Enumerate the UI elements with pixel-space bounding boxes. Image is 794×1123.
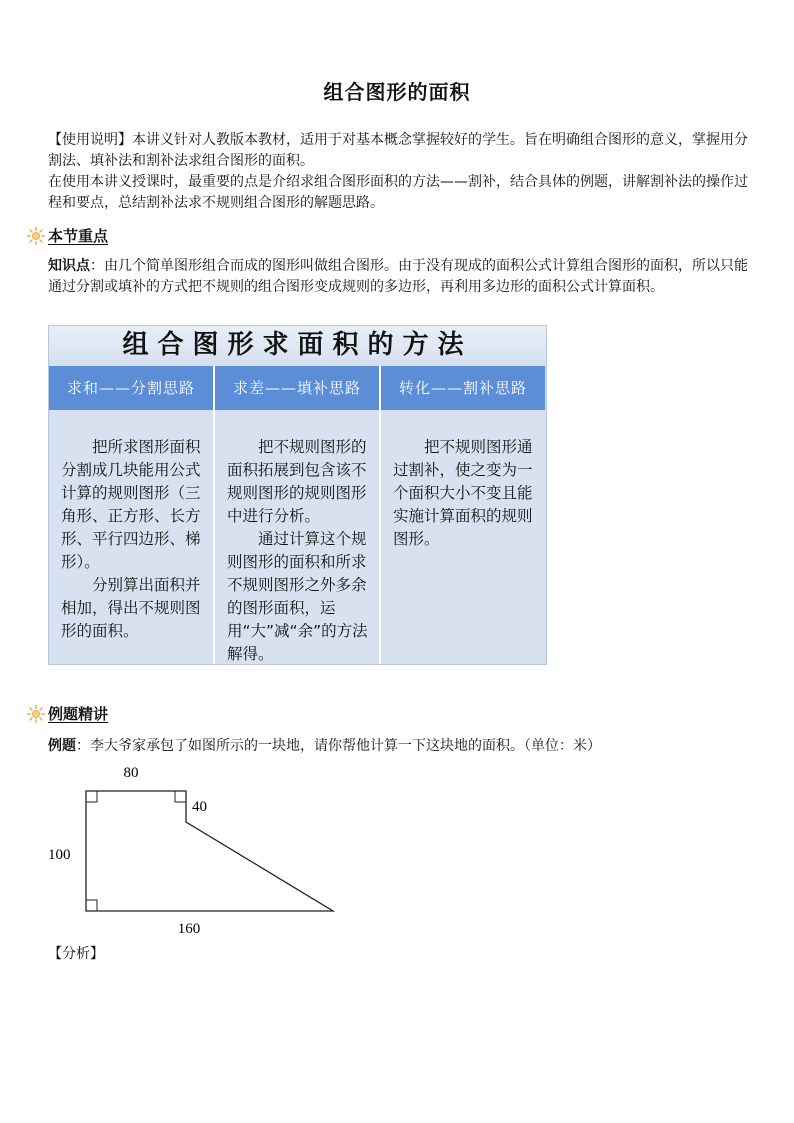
top-length-label: 80 (123, 765, 139, 781)
column-header-sum: 求和——分割思路 (49, 366, 213, 410)
knowledge-label: 知识点 (48, 258, 90, 274)
left-length-label: 100 (48, 847, 71, 863)
example-question (48, 736, 748, 756)
usage-paragraph-2: 在使用本讲义授课时，最重要的点是介绍求组合图形面积的方法——割补，结合具体的例题，讲解割补法的操作过程和要点，总结割补法求不规则组合图形的解题思路。 (48, 174, 748, 211)
column-body-difference (215, 410, 379, 664)
right-angle-mark (86, 900, 97, 911)
column-paragraph: 分别算出面积并相加，得出不规则图形的面积。 (61, 576, 201, 640)
page-title: 组合图形的面积 (323, 80, 471, 104)
right-angle-mark (86, 791, 97, 802)
column-divider (379, 366, 381, 664)
knowledge-text: ：由几个简单图形组合而成的图形叫做组合图形。由于没有现成的面积公式计算组合图形的面积，所以只能通过分割或填补的方式把不规则的组合图形变成规则的多边形，再利用多边形的面积公式计算面积。 (48, 258, 748, 295)
column-paragraph: 把所求图形面积分割成几块能用公式计算的规则图形（三角形、正方形、长方形、平行四边形、梯形）。 (61, 438, 201, 571)
sun-icon (26, 704, 46, 724)
column-paragraph: 通过计算这个规则图形的面积和所求不规则图形之外多余的图形面积，运用“大”减“余”的方法解得。 (227, 530, 368, 663)
methods-table (48, 325, 547, 665)
column-header-transform: 转化——割补思路 (381, 366, 545, 410)
column-paragraph: 把不规则图形的面积拓展到包含该不规则图形的规则图形中进行分析。 (227, 438, 367, 525)
section-heading-key-points (26, 226, 108, 246)
section-heading-examples (26, 704, 108, 724)
usage-paragraph-1: 【使用说明】本讲义针对人教版本教材，适用于对基本概念掌握较好的学生。旨在明确组合图形的意义，掌握用分割法、填补法和割补法求组合图形的面积。 (48, 132, 748, 169)
land-plot-figure (40, 760, 350, 940)
methods-banner: 组合图形求面积的方法 (49, 326, 546, 365)
column-divider (213, 366, 215, 664)
section-heading-text: 本节重点 (48, 227, 109, 245)
column-paragraph: 把不规则图形通过割补，使之变为一个面积大小不变且能实施计算面积的规则图形。 (393, 438, 533, 548)
sun-icon (26, 226, 46, 246)
column-header-difference: 求差——填补思路 (215, 366, 379, 410)
example-text: ：李大爷家承包了如图所示的一块地，请你帮他计算一下这块地的面积。（单位：米） (76, 738, 601, 754)
usage-instructions (48, 130, 748, 214)
section-heading-text: 例题精讲 (48, 705, 109, 723)
bottom-length-label: 160 (177, 921, 201, 937)
column-body-transform (381, 410, 545, 664)
column-body-sum (49, 410, 213, 664)
right-length-label: 40 (192, 799, 207, 815)
knowledge-point (48, 256, 748, 298)
land-outline (86, 791, 333, 911)
right-angle-mark (175, 791, 186, 802)
analysis-label: 【分析】 (48, 946, 104, 962)
example-label: 例题 (48, 738, 76, 754)
